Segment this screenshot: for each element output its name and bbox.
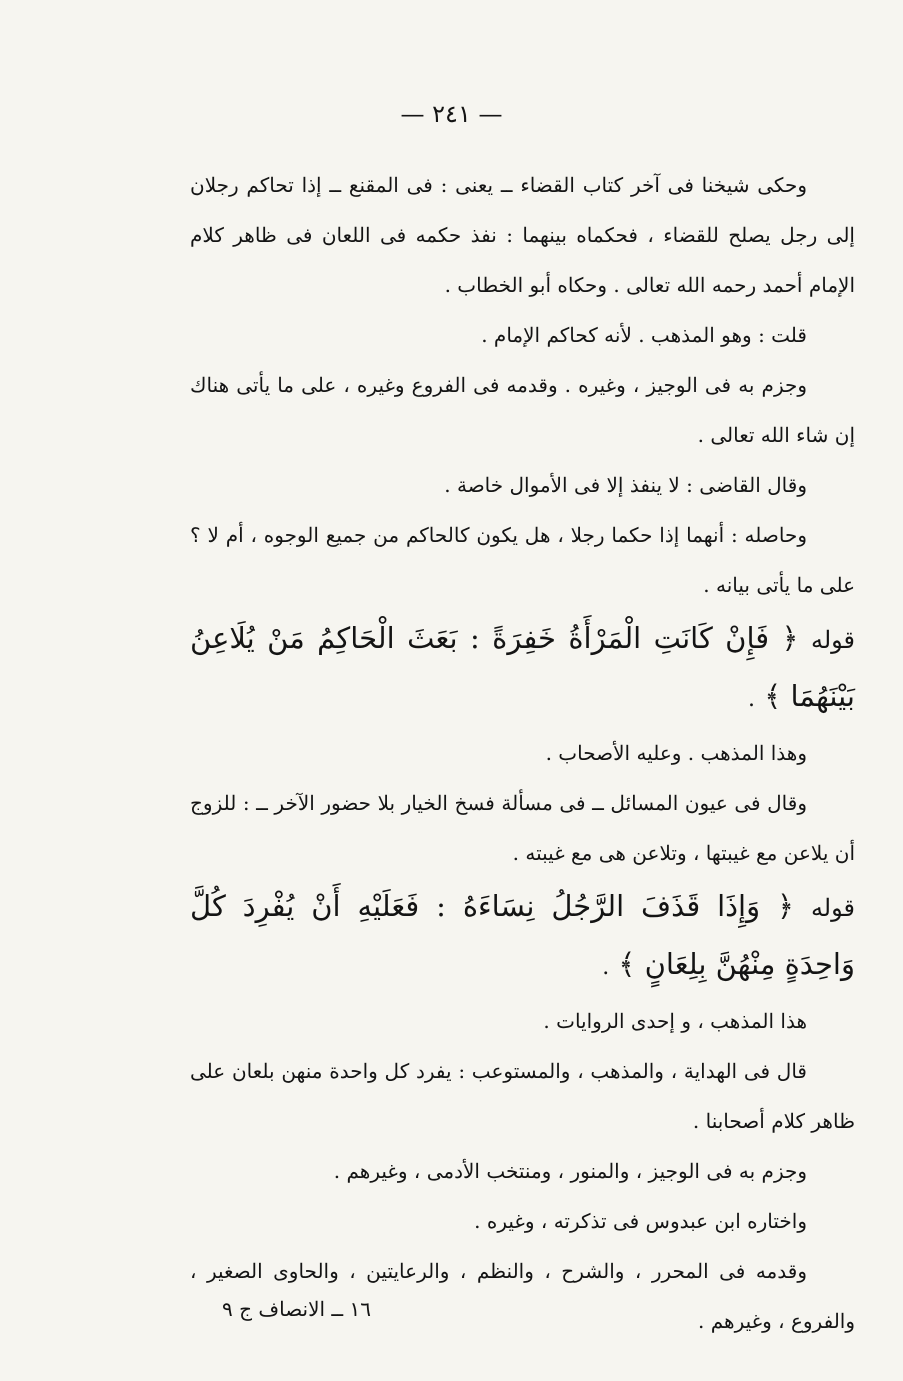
quote-lead: قوله: [810, 626, 856, 654]
page-body: [190, 160, 855, 1346]
quote-lead: قوله: [810, 894, 855, 922]
quote-trail: .: [748, 687, 756, 712]
paragraph: قال فى الهداية ، والمذهب ، والمستوعب : يفرد كل واحدة منهن بلعان على ظاهر كلام أصحابنا .: [190, 1059, 855, 1133]
paragraph: وقال فى عيون المسائل ــ فى مسألة فسخ الخيار بلا حضور الآخر ــ : للزوج أن يلاعن مع غيبتها ، وتلاعن هى مع غيبته .: [190, 791, 855, 865]
quoted-text: [190, 610, 855, 728]
paragraph: وجزم به فى الوجيز ، وغيره . وقدمه فى الفروع وغيره ، على ما يأتى هناك إن شاء الله تعالى .: [190, 373, 855, 447]
paragraph: وحاصله : أنهما إذا حكما رجلا ، هل يكون كالحاكم من جميع الوجوه ، أم لا ؟ على ما يأتى بيانه .: [190, 523, 855, 597]
paragraph: وحكى شيخنا فى آخر كتاب القضاء ــ يعنى : فى المقنع ــ إذا تحاكم رجلان إلى رجل يصلح للقضاء ، فحكماه بينهما : نفذ حكمه فى اللعان فى ظاهر كلام الإمام أحمد رحمه الله تعالى . وحكاه أبو الخطاب .: [190, 173, 855, 297]
quote-trail: .: [602, 955, 610, 980]
page-number: — ٢٤١ —: [400, 100, 503, 128]
quoted-text: [190, 878, 855, 996]
paragraph: هذا المذهب ، و إحدى الروايات .: [543, 1009, 807, 1033]
paragraph: وهذا المذهب . وعليه الأصحاب .: [545, 741, 807, 765]
paragraph: وجزم به فى الوجيز ، والمنور ، ومنتخب الأدمى ، وغيرهم .: [333, 1159, 807, 1183]
quote-body: ﴿ وَإِذَا قَذَفَ الرَّجُلُ نِسَاءَهُ : فَعَلَيْهِ أَنْ يُفْرِدَ كُلَّ وَاحِدَةٍ مِنْهُنَّ بِلِعَانٍ ﴾: [190, 889, 855, 981]
page-signature: ١٦ ــ الانصاف ج ٩: [222, 1297, 371, 1321]
paragraph: وقدمه فى المحرر ، والشرح ، والنظم ، والرعايتين ، والحاوى الصغير ، والفروع ، وغيرهم .: [190, 1259, 855, 1333]
paragraph: واختاره ابن عبدوس فى تذكرته ، وغيره .: [474, 1209, 807, 1233]
quote-body: ﴿ فَإِنْ كَانَتِ الْمَرْأَةُ خَفِرَةً : بَعَثَ الْحَاكِمُ مَنْ يُلَاعِنُ بَيْنَهُمَا ﴾: [190, 621, 855, 713]
paragraph: قلت : وهو المذهب . لأنه كحاكم الإمام .: [481, 323, 807, 347]
paragraph: وقال القاضى : لا ينفذ إلا فى الأموال خاصة .: [444, 473, 807, 497]
